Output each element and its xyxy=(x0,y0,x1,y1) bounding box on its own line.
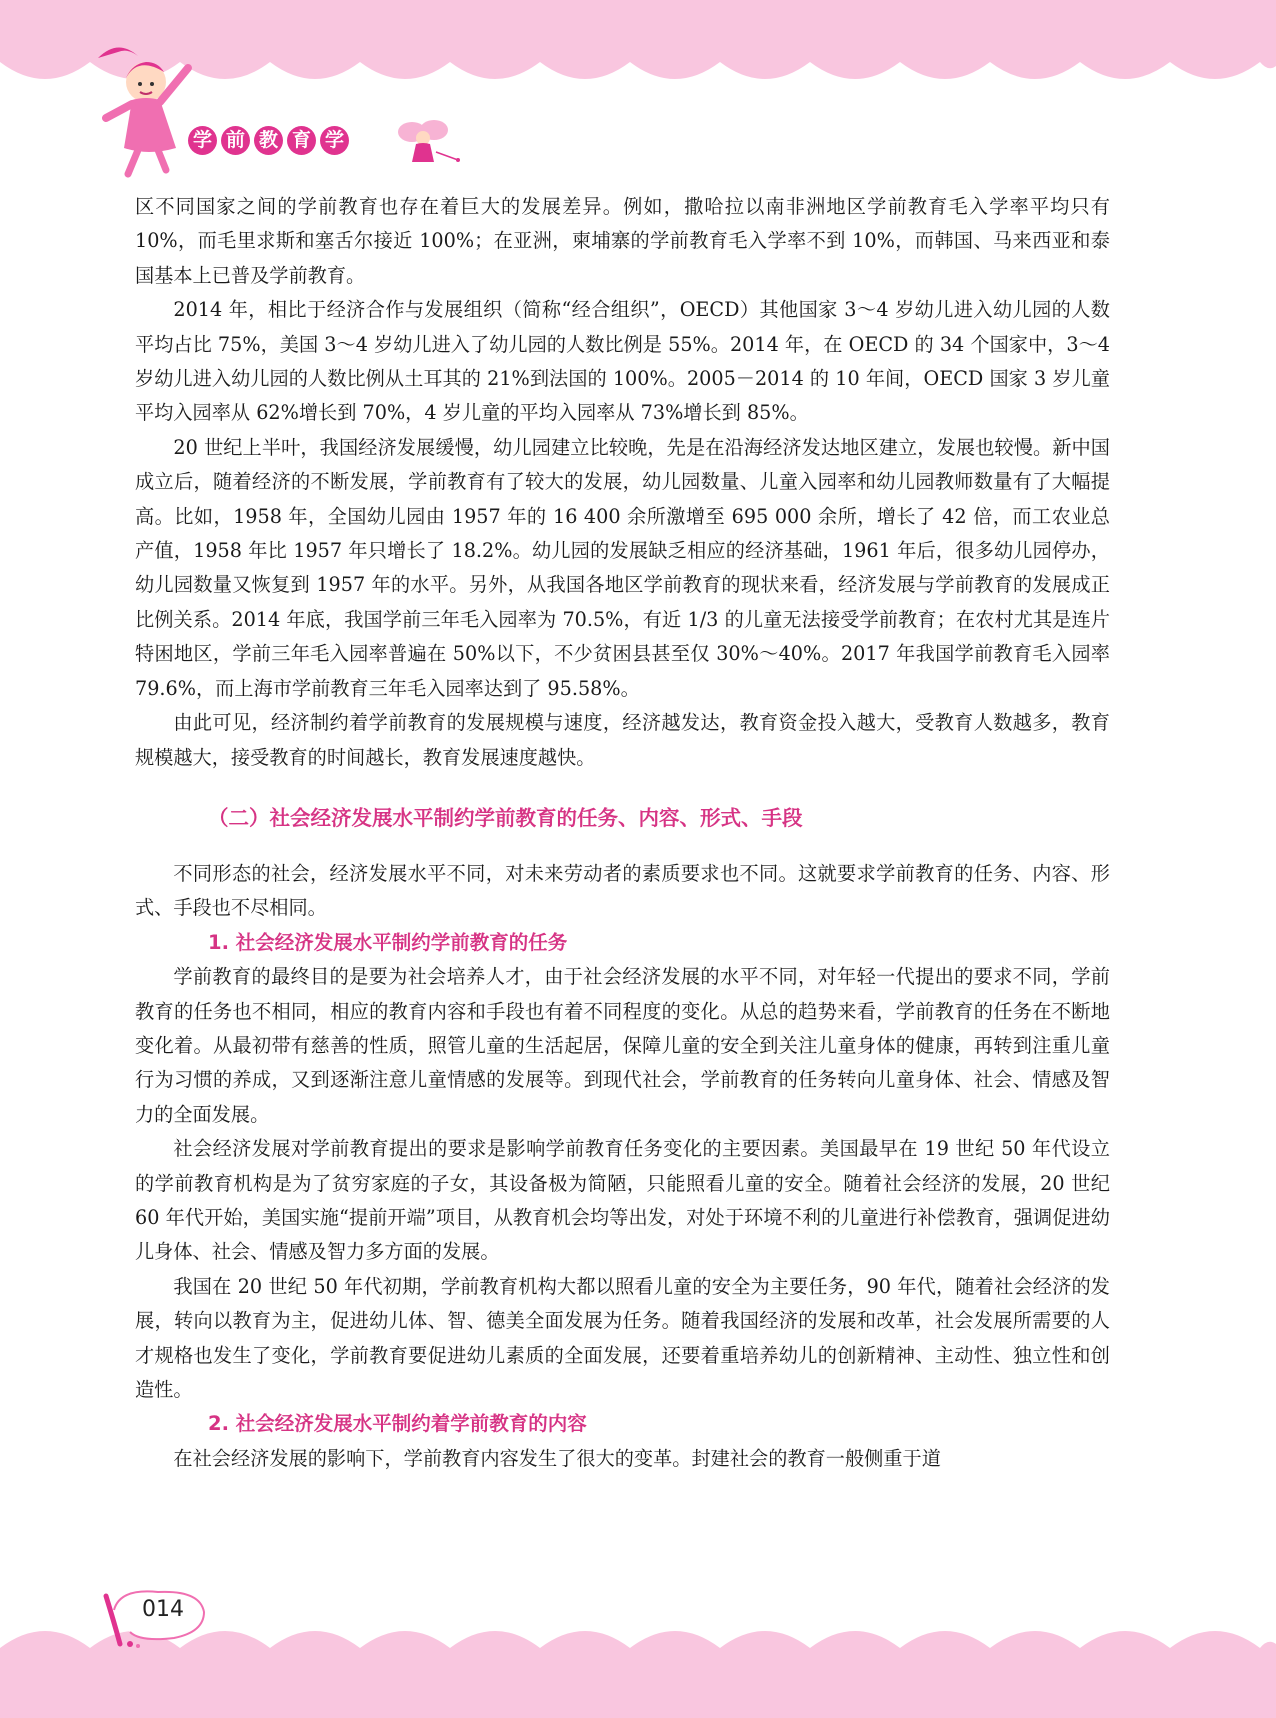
page-content xyxy=(135,190,1110,1476)
page-number: 014 xyxy=(142,1597,184,1622)
paragraph: 社会经济发展对学前教育提出的要求是影响学前教育任务变化的主要因素。美国最早在 19 世纪 50 年代设立的学前教育机构是为了贫穷家庭的子女，其设备极为简陋，只能照看儿童的安全。随着社会经济的发展，20 世纪 60 年代开始，美国实施“提前开端”项目，从教育机会均等出发，对处于环境不利的儿童进行补偿教育，强调促进幼儿身体、社会、情感及智力多方面的发展。 xyxy=(135,1137,1110,1264)
book-title-char: 育 xyxy=(287,126,316,155)
paragraph: 区不同国家之间的学前教育也存在着巨大的发展差异。例如，撒哈拉以南非洲地区学前教育毛入学率平均只有 10%，而毛里求斯和塞舌尔接近 100%；在亚洲，柬埔寨的学前教育毛入学率不到 10%，而韩国、马来西亚和泰国基本上已普及学前教育。 xyxy=(135,195,1110,287)
paragraph: 学前教育的最终目的是要为社会培养人才，由于社会经济发展的水平不同，对年轻一代提出的要求不同，学前教育的任务也不相同，相应的教育内容和手段也有着不同程度的变化。从总的趋势来看，学前教育的任务在不断地变化着。从最初带有慈善的性质，照管儿童的生活起居，保障儿童的安全到关注儿童身体的健康，再转到注重儿童行为习惯的养成，又到逐渐注意儿童情感的发展等。到现代社会，学前教育的任务转向儿童身体、社会、情感及智力的全面发展。 xyxy=(135,965,1110,1126)
paragraph: 在社会经济发展的影响下，学前教育内容发生了很大的变革。封建社会的教育一般侧重于道 xyxy=(173,1446,941,1470)
subsection-heading: 2. 社会经济发展水平制约着学前教育的内容 xyxy=(208,1412,587,1436)
paragraph: 2014 年，相比于经济合作与发展组织（简称“经合组织”，OECD）其他国家 3～4 岁幼儿进入幼儿园的人数平均占比 75%，美国 3～4 岁幼儿进入了幼儿园的人数比例是 55%。2014 年，在 OECD 的 34 个国家中，3～4 岁幼儿进入幼儿园的人数比例从土耳其的 21%到法国的 100%。2005－2014 的 10 年间，OECD 国家 3 岁儿童平均入园率从 62%增长到 70%，4 岁儿童的平均入园率从 73%增长到 85%。 xyxy=(135,298,1110,425)
paragraph: 20 世纪上半叶，我国经济发展缓慢，幼儿园建立比较晚，先是在沿海经济发达地区建立，发展也较慢。新中国成立后，随着经济的不断发展，学前教育有了较大的发展，幼儿园数量、儿童入园率和幼儿园教师数量有了大幅提高。比如，1958 年，全国幼儿园由 1957 年的 16 400 余所激增至 695 000 余所，增长了 42 倍，而工农业总产值，1958 年比 1957 年只增长了 18.2%。幼儿园的发展缺乏相应的经济基础，1961 年后，很多幼儿园停办，幼儿园数量又恢复到 1957 年的水平。另外，从我国各地区学前教育的现状来看，经济发展与学前教育的发展成正比例关系。2014 年底，我国学前三年毛入园率为 70.5%，有近 1/3 的儿童无法接受学前教育；在农村尤其是连片特困地区，学前三年毛入园率普遍在 50%以下，不少贫困县甚至仅 30%～40%。2017 年我国学前教育毛入园率 79.6%，而上海市学前教育三年毛入园率达到了 95.58%。 xyxy=(135,435,1110,700)
paragraph: 由此可见，经济制约着学前教育的发展规模与速度，经济越发达，教育资金投入越大，受教育人数越多，教育规模越大，接受教育的时间越长，教育发展速度越快。 xyxy=(135,711,1110,769)
girl-mascot-icon xyxy=(88,38,208,178)
book-title-char: 学 xyxy=(188,126,217,155)
fairy-icon xyxy=(392,112,462,172)
section-heading: （二）社会经济发展水平制约学前教育的任务、内容、形式、手段 xyxy=(208,805,803,830)
subsection-heading: 1. 社会经济发展水平制约学前教育的任务 xyxy=(208,930,568,954)
book-title-char: 学 xyxy=(320,126,349,155)
book-title-char: 前 xyxy=(221,126,250,155)
book-title-char: 教 xyxy=(254,126,283,155)
book-title xyxy=(188,126,349,155)
paragraph: 我国在 20 世纪 50 年代初期，学前教育机构大都以照看儿童的安全为主要任务，90 年代，随着社会经济的发展，转向以教育为主，促进幼儿体、智、德美全面发展为任务。随着我国经济的发展和改革，社会发展所需要的人才规格也发生了变化，学前教育要促进幼儿素质的全面发展，还要着重培养幼儿的创新精神、主动性、独立性和创造性。 xyxy=(135,1274,1110,1401)
paragraph: 不同形态的社会，经济发展水平不同，对未来劳动者的素质要求也不同。这就要求学前教育的任务、内容、形式、手段也不尽相同。 xyxy=(135,861,1110,920)
